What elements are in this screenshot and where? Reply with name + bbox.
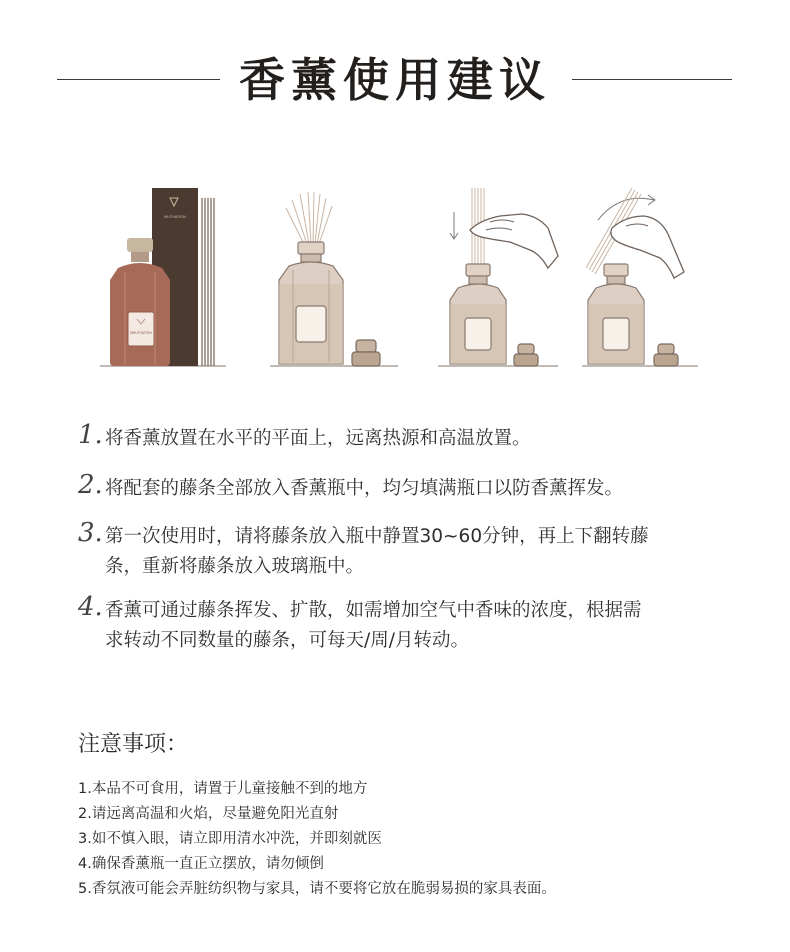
note-item-4: 4.确保香薰瓶一直正立摆放，请勿倾倒: [78, 856, 324, 872]
box-label: MUTHATION: [164, 215, 186, 219]
usage-illustration: [0, 180, 790, 380]
step-text-line-2: 条，重新将藤条放入玻璃瓶中。: [105, 556, 365, 577]
title-divider-right: [572, 79, 732, 80]
step-text: 将香薰放置在水平的平面上，远离热源和高温放置。: [105, 428, 531, 449]
note-item-3: 3.如不慎入眼，请立即用清水冲洗，并即刻就医: [78, 831, 382, 847]
title-row: [0, 50, 790, 110]
bottle-label: BMUTHATION: [130, 331, 152, 335]
page-title: 香薰使用建议: [239, 53, 551, 107]
product-package-figure: [100, 188, 226, 366]
note-item-5: 5.香氛液可能会弄脏纺织物与家具，请不要将它放在脆弱易损的家具表面。: [78, 881, 556, 897]
step-number: 4.: [78, 592, 103, 622]
hand-flip-reeds-figure: [582, 188, 698, 366]
step-text-line-1: 第一次使用时，请将藤条放入瓶中静置30~60分钟，再上下翻转藤: [105, 526, 649, 547]
note-item-1: 1.本品不可食用，请置于儿童接触不到的地方: [78, 781, 368, 797]
step-text: 将配套的藤条全部放入香薰瓶中，均匀填满瓶口以防香薰挥发。: [105, 478, 624, 499]
step-number: 1.: [78, 420, 103, 450]
step-number: 2.: [78, 470, 103, 500]
hand-insert-reeds-figure: [438, 188, 558, 366]
note-item-2: 2.请远离高温和火焰，尽量避免阳光直射: [78, 806, 339, 822]
notes-title: 注意事项：: [78, 732, 189, 757]
step-number: 3.: [78, 518, 103, 548]
step-text-line-1: 香薰可通过藤条挥发、扩散，如需增加空气中香味的浓度，根据需: [105, 600, 642, 621]
bottle-with-reeds-figure: [270, 192, 398, 366]
step-text-line-2: 求转动不同数量的藤条，可每天/周/月转动。: [105, 630, 469, 651]
